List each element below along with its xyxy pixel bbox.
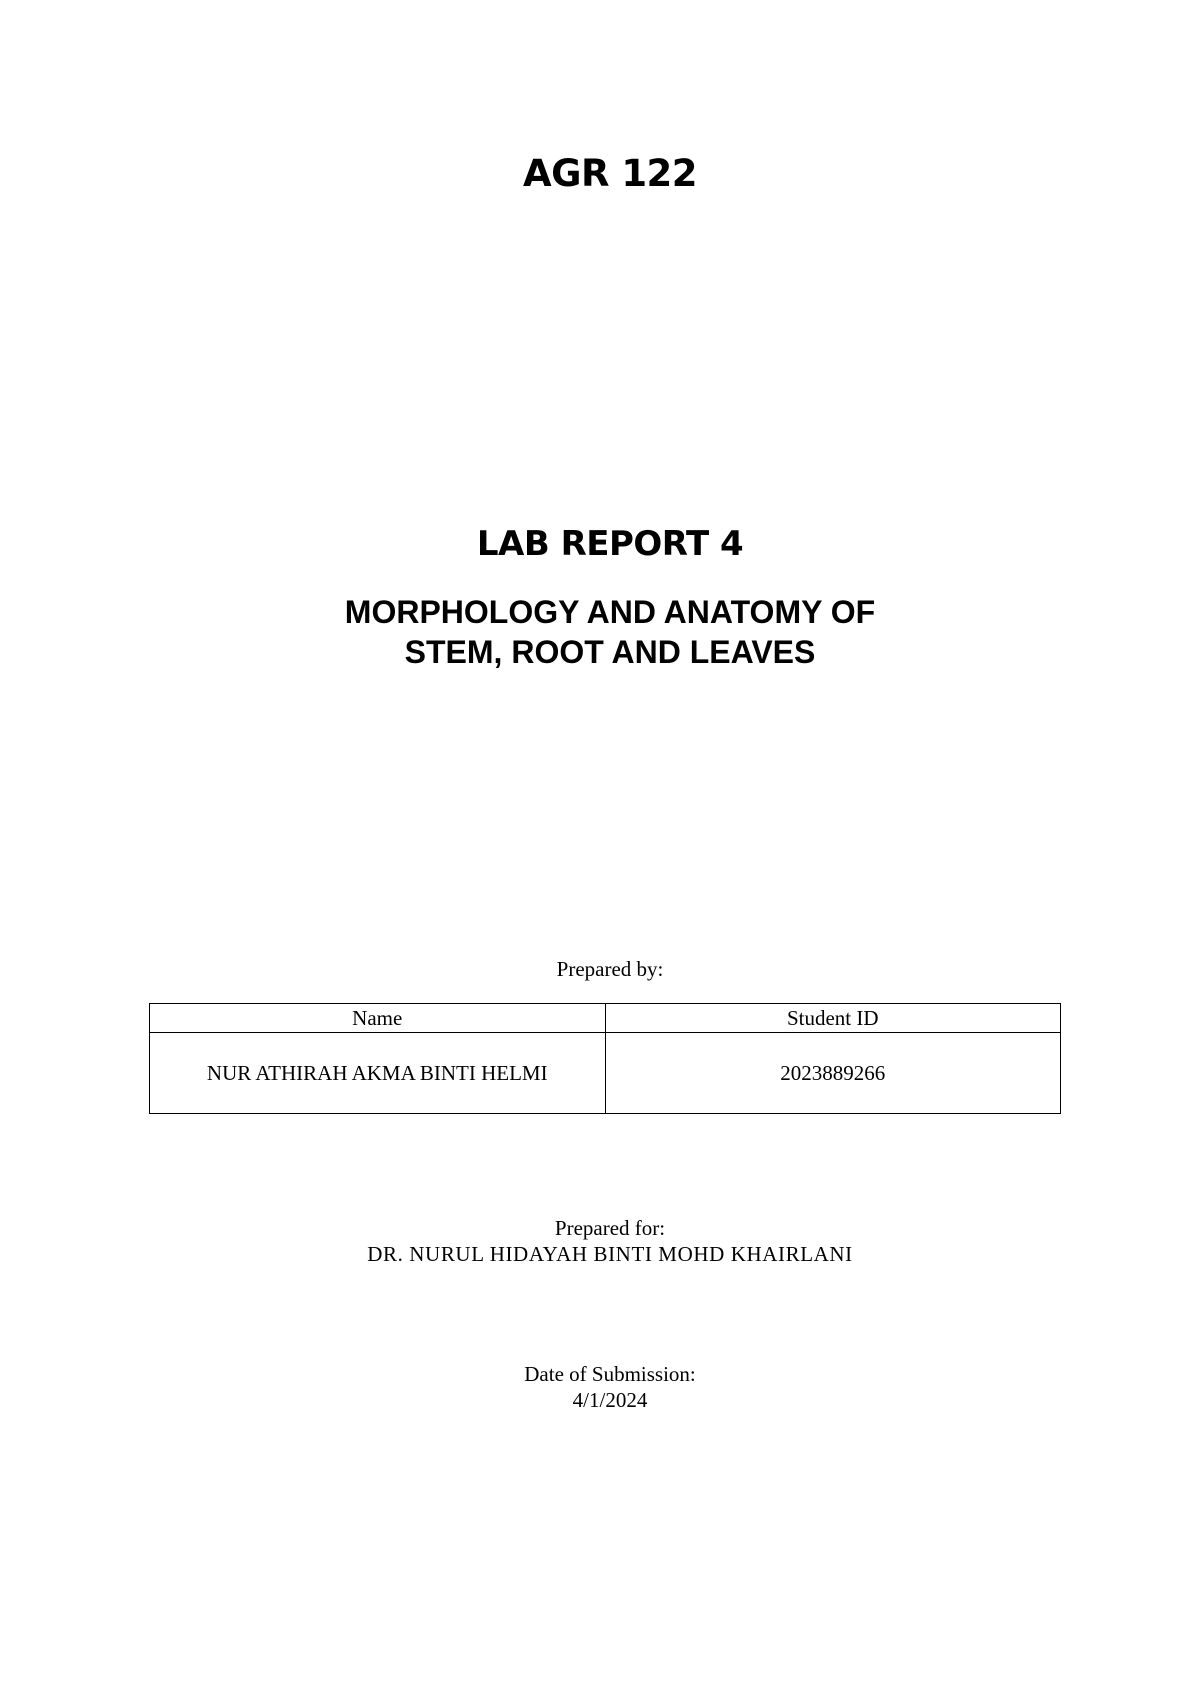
student-id-column-header: Student ID <box>605 1004 1061 1033</box>
submission-date: 4/1/2024 <box>572 1388 648 1412</box>
table-row <box>150 1033 1061 1114</box>
prepared-for-label: Prepared for: <box>554 1216 666 1240</box>
prepared-by-label: Prepared by: <box>556 957 664 981</box>
submission-date-label: Date of Submission: <box>524 1362 696 1386</box>
student-id-cell: 2023889266 <box>605 1033 1061 1114</box>
student-table <box>149 1003 1061 1114</box>
subtitle-line-1: MORPHOLOGY AND ANATOMY OF <box>344 594 876 630</box>
name-column-header: Name <box>150 1004 606 1033</box>
course-code: AGR 122 <box>522 152 698 195</box>
supervisor-name: DR. NURUL HIDAYAH BINTI MOHD KHAIRLANI <box>367 1242 853 1266</box>
report-subtitle <box>0 592 1200 672</box>
table-header-row <box>150 1004 1061 1033</box>
report-title: LAB REPORT 4 <box>476 524 744 564</box>
student-name-cell: NUR ATHIRAH AKMA BINTI HELMI <box>150 1033 606 1114</box>
subtitle-line-2: STEM, ROOT AND LEAVES <box>404 634 816 670</box>
